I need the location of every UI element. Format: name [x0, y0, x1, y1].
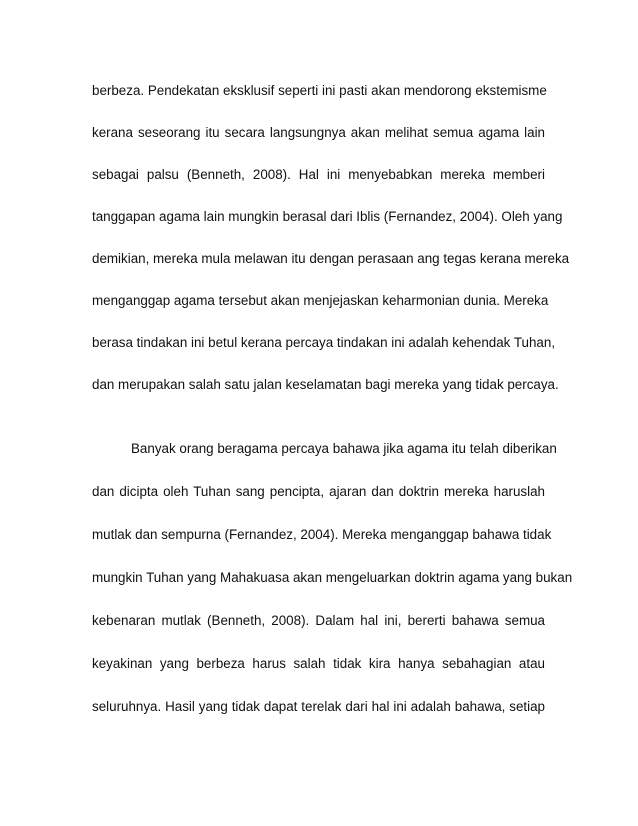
text-line: demikian, mereka mula melawan itu dengan perasaan ang tegas kerana mereka: [92, 251, 570, 266]
text-line: dan merupakan salah satu jalan keselamatan bagi mereka yang tidak percaya.: [92, 377, 559, 392]
text-line: mungkin Tuhan yang Mahakuasa akan mengeluarkan doktrin agama yang bukan: [92, 570, 573, 585]
text-line: sebagai palsu (Benneth, 2008). Hal ini menyebabkan mereka memberi: [92, 167, 545, 182]
text-line: tanggapan agama lain mungkin berasal dari Iblis (Fernandez, 2004). Oleh yang: [92, 209, 563, 224]
text-line: Banyak orang beragama percaya bahawa jika agama itu telah diberikan: [131, 441, 557, 456]
text-line: mutlak dan sempurna (Fernandez, 2004). Mereka menganggap bahawa tidak: [92, 527, 552, 542]
text-line: dan dicipta oleh Tuhan sang pencipta, ajaran dan doktrin mereka haruslah: [92, 484, 545, 499]
text-line: keyakinan yang berbeza harus salah tidak kira hanya sebahagian atau: [92, 656, 545, 671]
text-line: seluruhnya. Hasil yang tidak dapat terelak dari hal ini adalah bahawa, setiap: [92, 699, 545, 714]
text-line: kerana seseorang itu secara langsungnya akan melihat semua agama lain: [92, 125, 545, 140]
text-line: menganggap agama tersebut akan menjejaskan keharmonian dunia. Mereka: [92, 293, 549, 308]
text-line: berbeza. Pendekatan eksklusif seperti ini pasti akan mendorong ekstemisme: [92, 83, 547, 98]
text-line: berasa tindakan ini betul kerana percaya tindakan ini adalah kehendak Tuhan,: [92, 335, 556, 350]
text-line: kebenaran mutlak (Benneth, 2008). Dalam hal ini, bererti bahawa semua: [92, 613, 545, 628]
